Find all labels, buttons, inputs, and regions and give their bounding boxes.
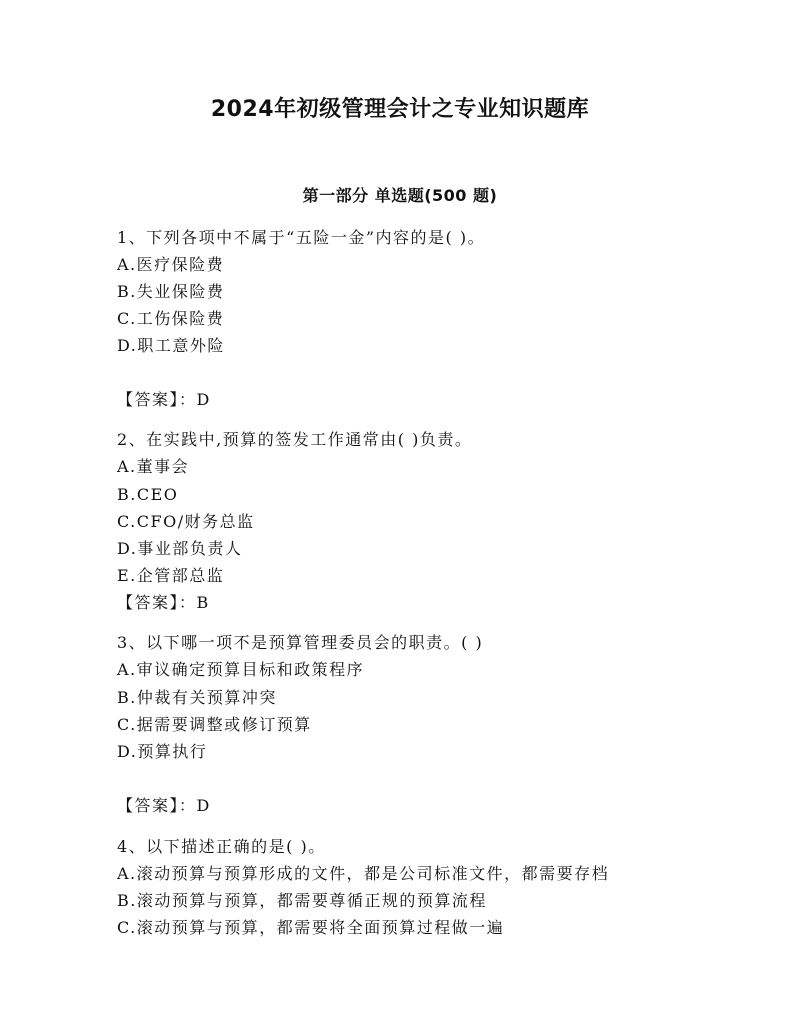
question-4-option-a: A.滚动预算与预算形成的文件，都是公司标准文件，都需要存档 (117, 864, 610, 883)
question-2-option-e: E.企管部总监 (117, 566, 225, 585)
question-2-option-c: C.CFO/财务总监 (117, 512, 255, 531)
question-3-option-b: B.仲裁有关预算冲突 (117, 688, 277, 707)
document-title: 2024年初级管理会计之专业知识题库 (210, 97, 590, 122)
question-1-option-b: B.失业保险费 (117, 282, 225, 301)
question-3-stem: 3、以下哪一项不是预算管理委员会的职责。( ) (117, 633, 484, 652)
question-1-option-c: C.工伤保险费 (117, 309, 225, 328)
section-title: 第一部分 单选题(500 题) (302, 186, 498, 205)
question-2-option-a: A.董事会 (117, 457, 190, 476)
question-1-option-d: D.职工意外险 (117, 336, 225, 355)
question-2-stem: 2、在实践中,预算的签发工作通常由( )负责。 (117, 430, 473, 449)
question-2-answer: 【答案】：B (117, 593, 210, 612)
question-4-stem: 4、以下描述正确的是( )。 (117, 837, 326, 856)
question-1-option-a: A.医疗保险费 (117, 255, 225, 274)
question-2-option-b: B.CEO (117, 485, 179, 504)
question-3-answer: 【答案】：D (117, 796, 211, 815)
question-4-option-b: B.滚动预算与预算，都需要尊循正规的预算流程 (117, 891, 487, 910)
question-4-option-c: C.滚动预算与预算，都需要将全面预算过程做一遍 (117, 918, 505, 937)
question-3-option-d: D.预算执行 (117, 742, 208, 761)
question-1-stem: 1、下列各项中不属于“五险一金”内容的是( )。 (117, 228, 486, 247)
question-2-option-d: D.事业部负责人 (117, 539, 243, 558)
question-1-answer: 【答案】：D (117, 390, 211, 409)
question-3-option-a: A.审议确定预算目标和政策程序 (117, 660, 365, 679)
question-3-option-c: C.据需要调整或修订预算 (117, 715, 312, 734)
